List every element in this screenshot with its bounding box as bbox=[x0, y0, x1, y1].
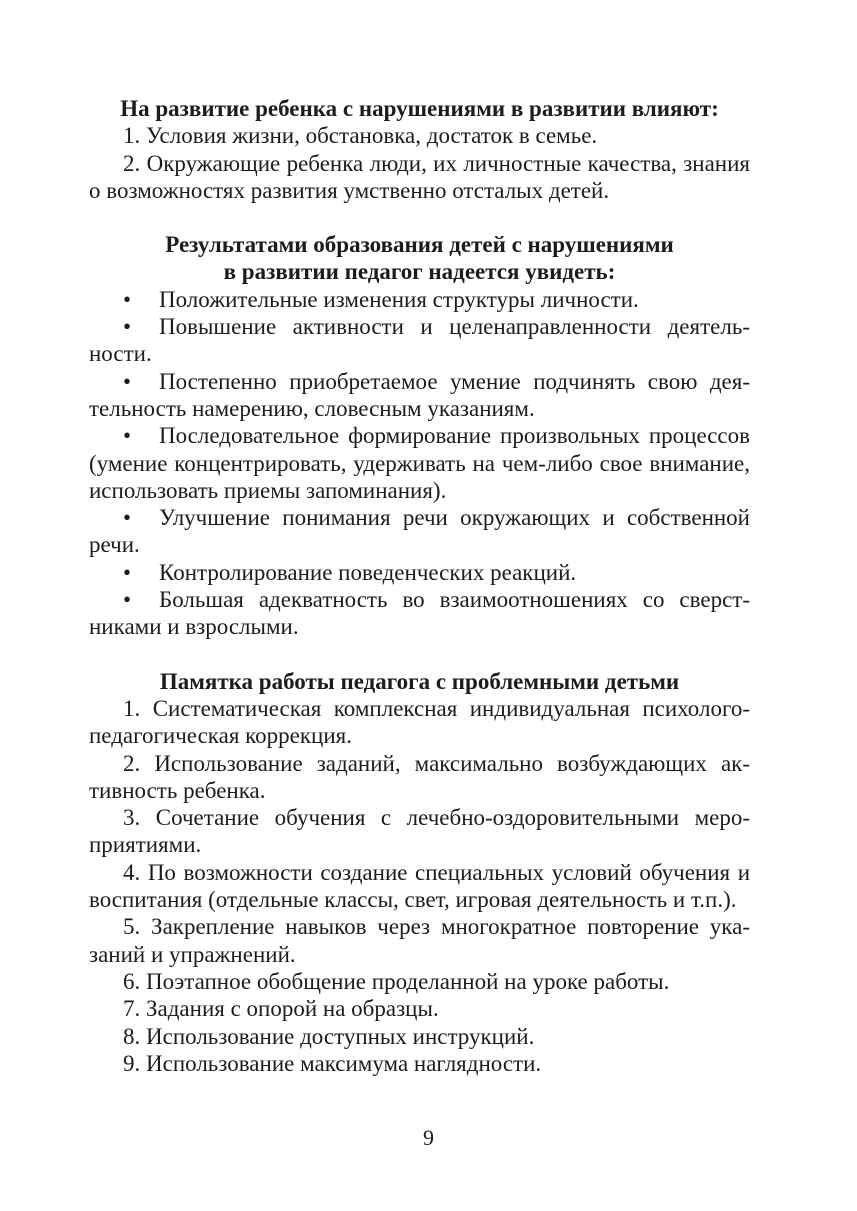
list-item: 9. Использование максимума наглядности. bbox=[123, 1050, 542, 1076]
list-item: 6. Поэтапное обобщение проделанной на уроке работы. bbox=[123, 968, 670, 994]
page-number: 9 bbox=[423, 1125, 434, 1150]
bullet-item bbox=[89, 286, 750, 313]
list-item: 1. Условия жизни, обстановка, достаток в семье. bbox=[123, 123, 598, 149]
bullet-icon: • bbox=[123, 286, 132, 312]
bullet-item bbox=[89, 559, 750, 586]
list-item: 2. Окружающие ребенка люди, их личностные качества, знания о возможностях развития умственно отсталых детей. bbox=[89, 150, 750, 203]
section-spacer bbox=[89, 204, 750, 231]
bullet-item bbox=[89, 368, 750, 423]
bullet-text: Улучшение понимания речи окружающих и собственной речи. bbox=[89, 505, 750, 558]
bullet-icon: • bbox=[123, 423, 132, 449]
heading-line: в развитии педагог надеется увидеть: bbox=[223, 259, 616, 285]
bullet-text: Постепенно приобретаемое умение подчинять свою деятельность намерению, словесным указаниям. bbox=[89, 368, 750, 421]
bullet-text: Положительные изменения структуры личности. bbox=[159, 286, 639, 312]
section-spacer bbox=[89, 641, 750, 668]
list-item: 7. Задания с опорой на образцы. bbox=[123, 996, 439, 1022]
bullet-icon: • bbox=[123, 505, 132, 531]
bullet-icon: • bbox=[123, 314, 132, 340]
heading-line: Результатами образования детей с нарушениями bbox=[165, 232, 674, 258]
bullet-text: Повышение активности и целенаправленности деятельности. bbox=[89, 314, 750, 367]
section-heading-results bbox=[89, 231, 750, 286]
bullet-icon: • bbox=[123, 587, 132, 613]
list-item: 5. Закрепление навыков через многократное повторение указаний и упражнений. bbox=[89, 914, 750, 967]
bullet-text: Последовательное формирование произвольных процессов (умение концентрировать, удерживать на чем-либо свое внимание, использовать приемы запоминания). bbox=[89, 423, 750, 503]
bullet-text: Контролирование поведенческих реакций. bbox=[159, 559, 577, 585]
list-item: 2. Использование заданий, максимально возбуждающих активность ребенка. bbox=[89, 750, 750, 803]
page-content bbox=[89, 95, 750, 1077]
list-item: 8. Использование доступных инструкций. bbox=[123, 1023, 535, 1049]
bullet-icon: • bbox=[123, 368, 132, 394]
bullet-item bbox=[89, 504, 750, 559]
bullet-item bbox=[89, 313, 750, 368]
list-item: 3. Сочетание обучения с лечебно-оздоровительными мероприятиями. bbox=[89, 805, 750, 858]
section-heading-influences: На развитие ребенка с нарушениями в развитии влияют: bbox=[120, 96, 719, 121]
bullet-item bbox=[89, 586, 750, 641]
list-item: 1. Систематическая комплексная индивидуальная психолого-педагогическая коррекция. bbox=[89, 695, 750, 749]
bullet-text: Большая адекватность во взаимоотношениях со сверстниками и взрослыми. bbox=[89, 587, 750, 640]
section-heading-memo: Памятка работы педагога с проблемными детьми bbox=[159, 668, 680, 694]
bullet-item bbox=[89, 422, 750, 504]
bullet-icon: • bbox=[123, 559, 132, 585]
list-item: 4. По возможности создание специальных условий обучения и воспитания (отдельные классы, свет, игровая деятельность и т.п.). bbox=[89, 859, 750, 913]
